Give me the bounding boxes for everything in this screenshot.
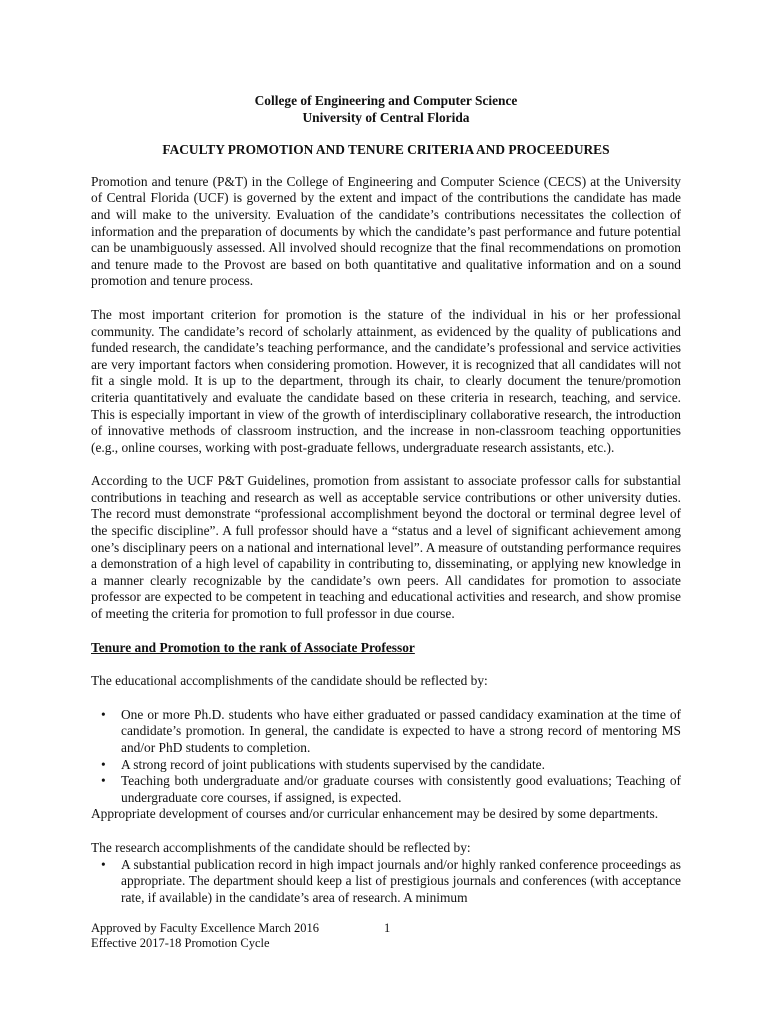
college-name: College of Engineering and Computer Science [254, 93, 518, 108]
bullet-icon: • [101, 856, 106, 872]
research-list [91, 857, 681, 907]
educational-intro: The educational accomplishments of the candidate should be reflected by: [91, 673, 488, 689]
page-footer [91, 921, 491, 951]
list-item [91, 773, 681, 806]
document-title: FACULTY PROMOTION AND TENURE CRITERIA AND PROCEEDURES [162, 142, 610, 158]
section-heading: Tenure and Promotion to the rank of Associate Professor [91, 639, 415, 655]
footer-approved: Approved by Faculty Excellence March 2016 [91, 921, 320, 935]
research-intro: The research accomplishments of the candidate should be reflected by: [91, 839, 471, 855]
list-item [91, 757, 681, 774]
page-number: 1 [384, 921, 391, 935]
bullet-icon: • [101, 706, 106, 722]
paragraph-criterion: The most important criterion for promotion is the stature of the individual in his or her professional community. The candidate’s record of scholarly attainment, as evidenced by the quality of publications and funded research, the candidate’s teaching performance, and the candidate’s professional and service activities are very important factors when considering promotion. However, it is recognized that all candidates will not fit a single mold. It is up to the department, through its chair, to clearly document the tenure/promotion criteria quantitatively and evaluate the candidate based on these criteria in research, teaching, and service. This is especially important in view of the growth of interdisciplinary collaborative research, the introduction of innovative methods of classroom instruction, and the increase in non-classroom teaching opportunities (e.g., online courses, working with post-graduate fellows, undergraduate research assistants, etc.). [91, 306, 681, 455]
educational-note: Appropriate development of courses and/or curricular enhancement may be desired by some departments. [91, 806, 659, 822]
list-item [91, 707, 681, 757]
list-item [91, 857, 681, 907]
list-item-text: A substantial publication record in high impact journals and/or highly ranked conference proceedings as appropriate. The department should keep a list of prestigious journals and conferences (with acceptance rate, if available) in the candidate’s area of research. A minimum [121, 856, 681, 905]
educational-list [91, 707, 681, 807]
bullet-icon: • [101, 773, 106, 789]
bullet-icon: • [101, 756, 106, 772]
paragraph-guidelines: According to the UCF P&T Guidelines, promotion from assistant to associate professor calls for substantial contributions in teaching and research as well as acceptable service contributions or other university duties. The record must demonstrate “professional accomplishment beyond the doctoral or terminal degree level of the specific discipline”. A full professor should have a “status and a level of significant achievement among one’s disciplinary peers on a national and international level”. A measure of outstanding performance requires a demonstration of a high level of capability in contributing to, disseminating, or applying new knowledge in a manner clearly recognizable by the candidate’s own peers. All candidates for promotion to associate professor are expected to be competent in teaching and educational activities and research, and show promise of meeting the criteria for promotion to full professor in due course. [91, 473, 681, 622]
document-body [91, 93, 681, 906]
list-item-text: One or more Ph.D. students who have either graduated or passed candidacy examination at the time of candidate’s promotion. In general, the candidate is expected to have a strong record of mentoring MS and/or PhD students to completion. [121, 706, 681, 755]
university-name: University of Central Florida [302, 109, 470, 125]
footer-effective: Effective 2017-18 Promotion Cycle [91, 936, 270, 950]
list-item-text: Teaching both undergraduate and/or graduate courses with consistently good evaluations; Teaching of undergraduate core courses, if assigned, is expected. [121, 773, 681, 805]
list-item-text: A strong record of joint publications with students supervised by the candidate. [121, 756, 545, 772]
paragraph-intro: Promotion and tenure (P&T) in the College of Engineering and Computer Science (CECS) at the University of Central Florida (UCF) is governed by the extent and impact of the contributions the candidate has made and will make to the university. Evaluation of the candidate’s contributions necessitates the collection of information and the preparation of documents by which the candidate’s past performance and future potential can be unambiguously assessed. All involved should recognize that the final recommendations on promotion and tenure made to the Provost are based on both quantitative and qualitative information and on a sound promotion and tenure process. [91, 173, 681, 289]
